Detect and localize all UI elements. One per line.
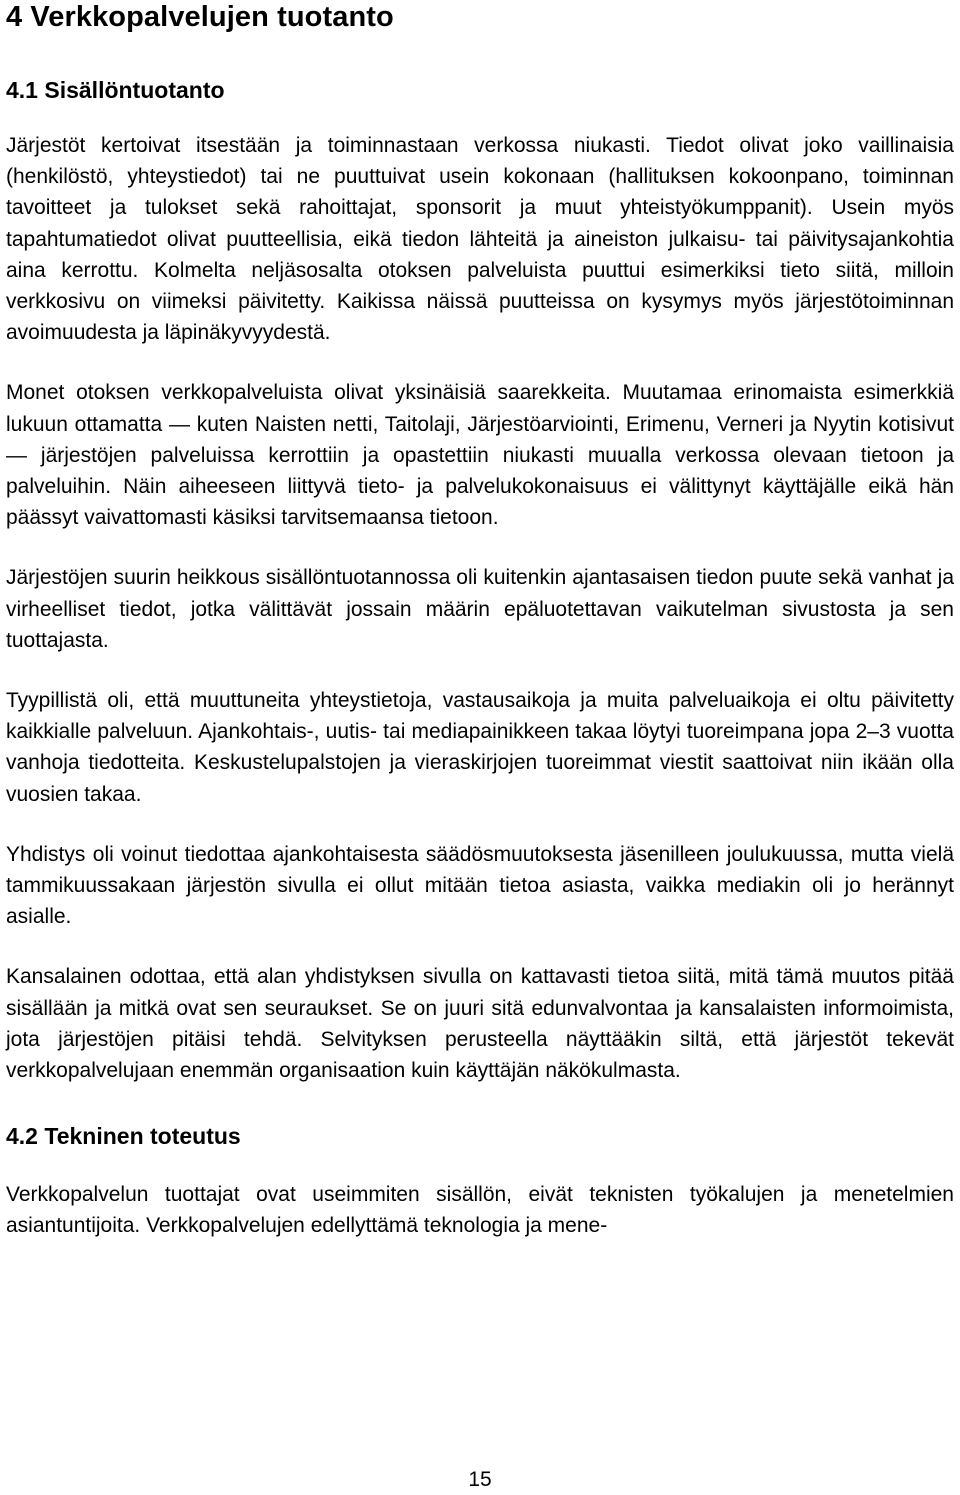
page-content (6, 0, 954, 1242)
paragraph: Verkkopalvelun tuottajat ovat useimmiten sisällön, eivät teknisten työkalujen ja menetelmien asiantuntijoita. Verkkopalvelujen edellyttämä teknologia ja mene- (6, 1183, 954, 1238)
paragraph: Yhdistys oli voinut tiedottaa ajankohtaisesta säädösmuutoksesta jäsenilleen joulukuussa, mutta vielä tammikuussakaan järjestön sivulla ei ollut mitään tietoa asiasta, vaikka mediakin oli jo herännyt asialle. (6, 842, 954, 929)
section-heading-tekninen-toteutus: 4.2 Tekninen toteutus (6, 1123, 241, 1150)
paragraph: Järjestöjen suurin heikkous sisällöntuotannossa oli kuitenkin ajantasaisen tiedon puute sekä vanhat ja virheelliset tiedot, jotka välittävät jossain määrin epäluotettavan vaikutelman sivustosta ja sen tuottajasta. (6, 566, 954, 652)
paragraph: Monet otoksen verkkopalveluista olivat yksinäisiä saarekkeita. Muutamaa erinomaista esimerkkiä lukuun ottamatta — kuten Naisten netti, Taitolaji, Järjestöarviointi, Erimenu, Verneri ja Nyytin kotisivut — järjestöjen palveluissa kerrottiin ja opastettiin niukasti muualla verkossa olevaan tietoon ja palveluihin. Näin aiheeseen liittyvä tieto- ja palvelukokonaisuus ei välittynyt käyttäjälle eikä hän päässyt vaivattomasti käsiksi tarvitsemaansa tietoon. (6, 381, 954, 530)
paragraph: Järjestöt kertoivat itsestään ja toiminnastaan verkossa niukasti. Tiedot olivat joko vaillinaisia (henkilöstö, yhteystiedot) tai ne puuttuivat usein kokonaan (hallituksen kokoonpano, toiminnan tavoitteet ja tulokset sekä rahoittajat, sponsorit ja muut yhteistyökumppanit). Usein myös tapahtumatiedot olivat puutteellisia, eikä tiedon lähteitä ja aineiston julkaisu- tai päivitysajankohtia aina kerrottu. Kolmelta neljäsosalta otoksen palveluista puuttui esimerkiksi tieto siitä, milloin verkkosivu on viimeksi päivitetty. Kaikissa näissä puutteissa on kysymys myös järjestötoiminnan avoimuudesta ja läpinäkyvyydestä. (6, 134, 954, 345)
chapter-title: 4 Verkkopalvelujen tuotanto (6, 1, 394, 33)
paragraph: Tyypillistä oli, että muuttuneita yhteystietoja, vastausaikoja ja muita palveluaikoja ei oltu päivitetty kaikkialle palveluun. Ajankohtais-, uutis- tai mediapainikkeen takaa löytyi tuoreimpana jopa 2–3 vuotta vanhoja tiedotteita. Keskustelupalstojen ja vieraskirjojen tuoreimmat viestit saattoivat niin ikään olla vuosien takaa. (6, 689, 954, 806)
page-number: 15 (468, 1468, 492, 1491)
paragraph: Kansalainen odottaa, että alan yhdistyksen sivulla on kattavasti tietoa siitä, mitä tämä muutos pitää sisällään ja mitkä ovat sen seuraukset. Se on juuri sitä edunvalvontaa ja kansalaisten informoimista, jota järjestöjen pitäisi tehdä. Selvityksen perusteella näyttääkin siltä, että järjestöt tekevät verkkopalvelujaan enemmän organisaation kuin käyttäjän näkökulmasta. (6, 965, 954, 1083)
section-heading-sisallontuotanto: 4.1 Sisällöntuotanto (6, 77, 225, 103)
